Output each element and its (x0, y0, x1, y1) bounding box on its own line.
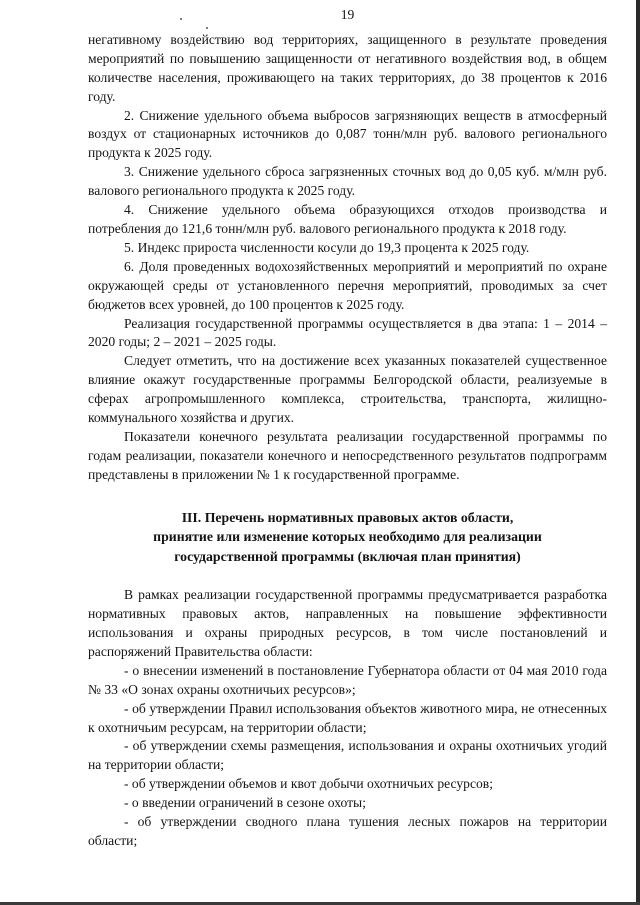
paragraph: 3. Снижение удельного сброса загрязненных сточных вод до 0,05 куб. м/млн руб. валового регионального продукта к 2025 году. (88, 164, 607, 199)
list-item: - о внесении изменений в постановление Губернатора области от 04 мая 2010 года № 33 «О зонах охраны охотничьих ресурсов»; (88, 662, 607, 697)
document-page (88, 6, 607, 851)
body-text-bottom (88, 586, 607, 851)
list-item: - о введении ограничений в сезоне охоты; (124, 795, 366, 811)
section-heading-line: III. Перечень нормативных правовых актов области, (181, 509, 514, 525)
paragraph: В рамках реализации государственной программы предусматривается разработка нормативных правовых актов, направленных на повышение эффективности использования и охраны природных ресурсов, в том числе постановлений и распоряжений Правительства области: (88, 587, 607, 659)
paragraph: 5. Индекс прироста численности косули до 19,3 процента к 2025 году. (124, 239, 530, 255)
body-text-top (88, 31, 607, 485)
list-item: - об утверждении Правил использования объектов животного мира, не отнесенных к охотничьим ресурсам, на территории области; (88, 700, 607, 735)
paragraph: 6. Доля проведенных водохозяйственных мероприятий и мероприятий по охране окружающей среды от установленного перечня мероприятий, проводимых за счет бюджетов всех уровней, до 100 процентов к 2025 году. (88, 258, 607, 312)
scan-edge-right (636, 0, 640, 905)
list-item: - об утверждении сводного плана тушения лесных пожаров на территории области; (88, 814, 607, 848)
list-item: - об утверждении схемы размещения, использования и охраны охотничьих угодий на территории области; (88, 738, 607, 773)
paragraph: Показатели конечного результата реализации государственной программы по годам реализации, показатели конечного и непосредственного результатов подпрограмм представлены в приложении № 1 к государственной программе. (88, 428, 607, 482)
paragraph: Реализация государственной программы осуществляется в два этапа: 1 – 2014 – 2020 годы; 2 – 2021 – 2025 годы. (88, 315, 607, 350)
list-item: - об утверждении объемов и квот добычи охотничьих ресурсов; (124, 776, 493, 792)
paragraph: 2. Снижение удельного объема выбросов загрязняющих веществ в атмосферный воздух от стационарных источников до 0,087 тонн/млн руб. валового регионального продукта к 2025 году. (88, 107, 607, 161)
section-heading-line: государственной программы (включая план принятия) (174, 548, 521, 564)
paragraph: 4. Снижение удельного объема образующихся отходов производства и потребления до 121,6 тонн/млн руб. валового регионального продукта к 2018 году. (88, 202, 607, 236)
section-heading-line: принятие или изменение которых необходимо для реализации (153, 529, 542, 545)
paragraph: Следует отметить, что на достижение всех указанных показателей существенное влияние окажут государственные программы Белгородской области, реализуемые в сферах агропромышленного комплекса, строительства, транспорта, жилищно-коммунального хозяйства и других. (88, 353, 607, 426)
section-heading (88, 508, 607, 567)
paragraph: негативному воздействию вод территориях, защищенного в результате проведения мероприятий по повышению защищенности от негативного воздействия вод, в общем количестве населения, проживающего на таких территориях, до 38 процентов к 2016 году. (88, 31, 607, 104)
page-number: 19 (340, 7, 355, 22)
